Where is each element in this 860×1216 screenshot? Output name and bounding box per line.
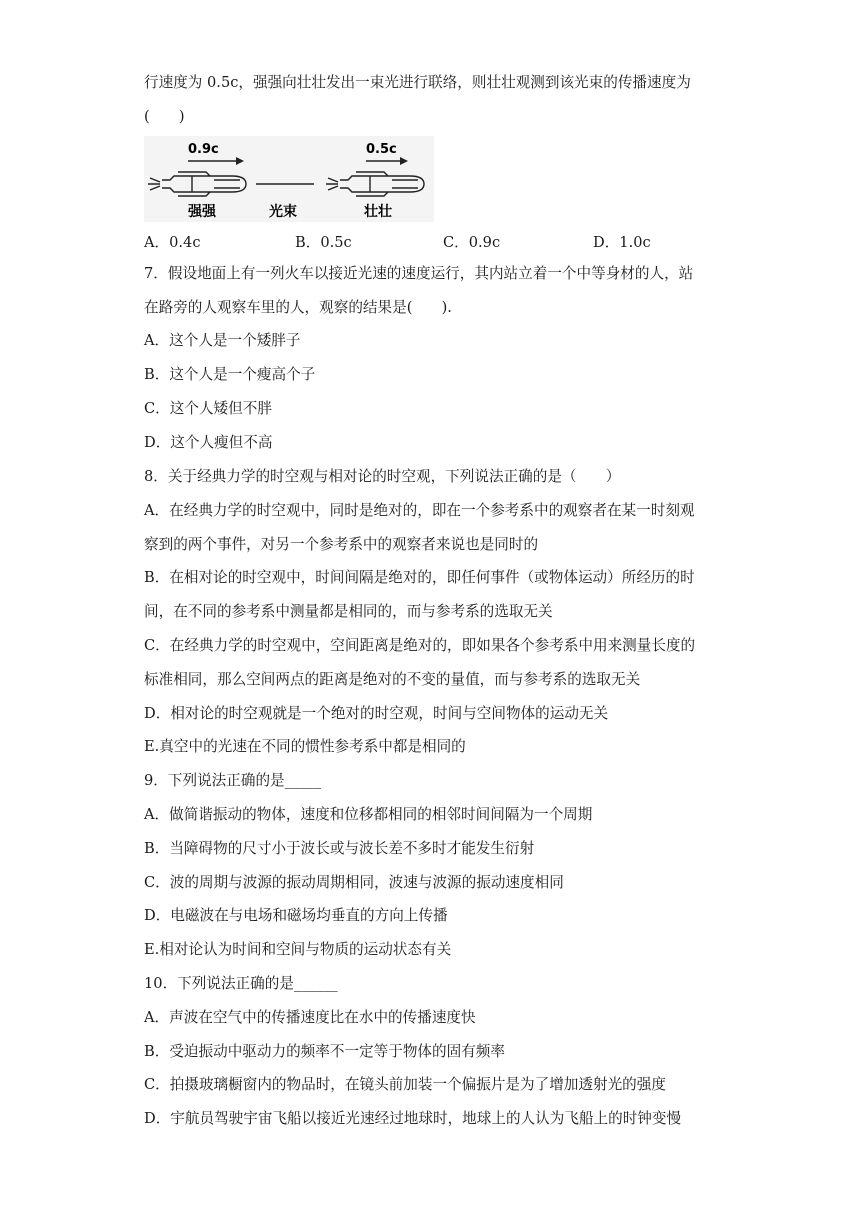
q10-line-1: A．声波在空气中的传播速度比在水中的传播速度快 [144,1009,476,1026]
q7-stem-line-1: 7．假设地面上有一列火车以接近光速的速度运行，其内站立着一个中等身材的人，站 [144,265,694,282]
speed-label-right: 0.5c [366,142,397,157]
q6-option-b: B．0.5c [295,234,352,251]
q8-line-5: C．在经典力学的时空观中，空间距离是绝对的，即如果各个参考系中用来测量长度的 [144,637,696,654]
q7-stem-line-2: 在路旁的人观察车里的人，观察的结果是( ). [144,299,452,316]
speed-label-left: 0.9c [188,142,219,157]
q9-line-3: C．波的周期与波源的振动周期相同，波速与波源的振动速度相同 [144,874,564,891]
q10-line-2: B．受迫振动中驱动力的频率不一定等于物体的固有频率 [144,1043,505,1060]
q6-option-c: C．0.9c [443,234,501,251]
q10-line-4: D．宇航员驾驶宇宙飞船以接近光速经过地球时，地球上的人认为飞船上的时钟变慢 [144,1110,682,1127]
q9-line-4: D．电磁波在与电场和磁场均垂直的方向上传播 [144,907,448,924]
q8-line-1: A．在经典力学的时空观中，同时是绝对的，即在一个参考系中的观察者在某一时刻观 [144,502,695,519]
q7-option-d: D．这个人瘦但不高 [144,434,273,451]
label-light-beam: 光束 [269,204,297,220]
q8-line-4: 间，在不同的参考系中测量都是相同的，而与参考系的选取无关 [144,603,553,620]
q8-line-6: 标准相同，那么空间两点的距离是绝对的不变的量值，而与参考系的选取无关 [144,671,641,688]
q6-answer-blank: ( ) [144,108,185,125]
q6-option-d: D．1.0c [593,234,651,251]
q9-line-1: A．做简谐振动的物体，速度和位移都相同的相邻时间间隔为一个周期 [144,806,593,823]
q7-option-a: A．这个人是一个矮胖子 [144,332,301,349]
q9-line-5: E.相对论认为时间和空间与物质的运动状态有关 [144,941,452,958]
q7-option-c: C．这个人矮但不胖 [144,400,272,417]
q8-line-2: 察到的两个事件，对另一个参考系中的观察者来说也是同时的 [144,536,539,553]
q6-option-a: A．0.4c [144,234,201,251]
label-qiangqiang: 强强 [188,204,216,220]
q6-options [144,231,704,251]
q8-line-8: E.真空中的光速在不同的惯性参考系中都是相同的 [144,738,466,755]
q7-option-b: B．这个人是一个瘦高个子 [144,366,316,383]
q8-line-3: B．在相对论的时空观中，时间间隔是绝对的，即任何事件（或物体运动）所经历的时 [144,569,695,586]
rocket-figure [144,136,434,222]
q9-line-2: B．当障碍物的尺寸小于波长或与波长差不多时才能发生衍射 [144,840,535,857]
q8-stem: 8．关于经典力学的时空观与相对论的时空观，下列说法正确的是（ ） [144,468,621,485]
label-zhuangzhuang: 壮壮 [364,204,392,220]
q10-stem: 10．下列说法正确的是______ [144,975,338,992]
q6-stem-continuation: 行速度为 0.5c，强强向壮壮发出一束光进行联络，则壮壮观测到该光束的传播速度为 [144,74,691,91]
q10-line-3: C．拍摄玻璃橱窗内的物品时，在镜头前加装一个偏振片是为了增加透射光的强度 [144,1076,666,1093]
q8-line-7: D．相对论的时空观就是一个绝对的时空观，时间与空间物体的运动无关 [144,705,609,722]
q9-stem: 9．下列说法正确的是_____ [144,772,322,789]
